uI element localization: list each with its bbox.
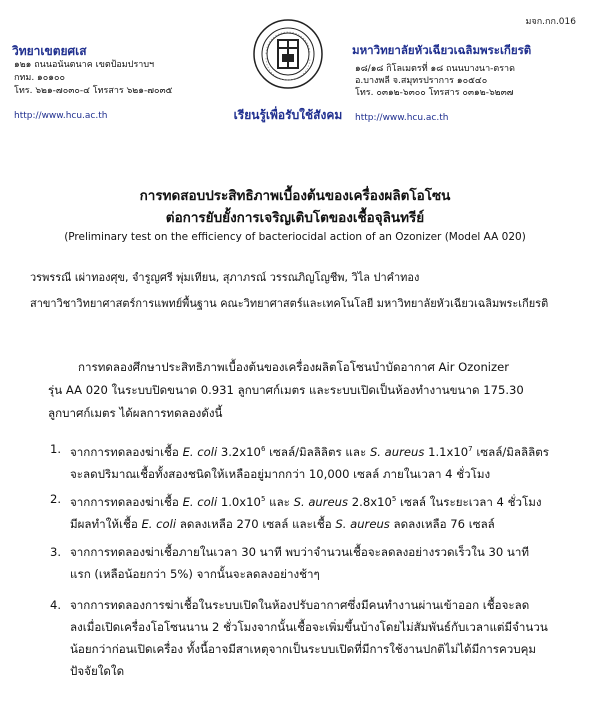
- item-text: 2.8x10: [348, 494, 392, 509]
- left-campus-name: วิทยาเขตยศเส: [12, 44, 87, 58]
- item-text: ลงเมื่อเปิดเครื่องโอโซนนาน 2 ชั่วโมงจากนั้นเชื้อจะเพิ่มขึ้นบ้างโดยไม่สัมพันธ์กับเวลาแต่มีจำนวน: [70, 620, 548, 634]
- organism-name: S. aureus: [335, 516, 390, 531]
- organism-name: S. aureus: [293, 494, 349, 509]
- exponent: 5: [260, 495, 266, 503]
- authors: วรพรรณี เผ่าทองศุข, จำรูญศรี พุ่มเทียน, สุภาภรณ์ วรรณภิญโญชีพ, วิไล ปาคำทอง: [30, 271, 420, 284]
- left-phone: โทร. ๖๒๑-๗๐๓๐-๔ โทรสาร ๖๒๑-๗๐๓๕: [14, 86, 173, 96]
- item-text: จากการทดลองฆ่าเชื้อภายในเวลา 30 นาที พบว่าจำนวนเชื้อจะลดลงอย่างรวดเร็วใน 30 นาที: [70, 545, 529, 559]
- result-item-3: [50, 541, 570, 585]
- item-text: จะลดปริมาณเชื้อทั้งสองชนิดให้เหลืออยู่มากกว่า 10,000 เซลล์ ภายในเวลา 4 ชั่วโมง: [70, 466, 491, 481]
- intro-line-2: รุ่น AA 020 ในระบบปิดขนาด 0.931 ลูกบาศก์เมตร และระบบเปิดเป็นห้องทำงานขนาด 175.30: [48, 383, 524, 397]
- right-address-line1: ๑๘/๑๘ กิโลเมตรที่ ๑๘ ถนนบางนา-ตราด: [355, 64, 515, 74]
- item-number: 4.: [50, 598, 62, 612]
- result-item-2: [50, 488, 570, 535]
- item-text: จากการทดลองฆ่าเชื้อ: [70, 494, 183, 509]
- organism-name: E. coli: [182, 444, 218, 459]
- item-text: 1.1x10: [424, 444, 469, 459]
- item-text: ลดลงเหลือ 76 เซลล์: [389, 516, 495, 531]
- right-phone: โทร. ๐๓๑๒-๖๓๐๐ โทรสาร ๐๓๑๒-๖๒๓๗: [355, 88, 514, 98]
- item-text: แรก (เหลือน้อยกว่า 5%) จากนั้นจะลดลงอย่างช้าๆ: [70, 567, 320, 581]
- item-text: และ: [265, 494, 294, 509]
- exponent: 7: [468, 445, 473, 453]
- item-number: 2.: [50, 492, 62, 506]
- item-number: 1.: [50, 442, 62, 456]
- subtitle-english: (Preliminary test on the efficiency of bacteriocidal action of an Ozonizer (Model AA 020): [64, 231, 526, 243]
- organism-name: E. coli: [182, 494, 218, 509]
- university-seal-logo: [252, 18, 324, 90]
- item-text: เซลล์ ในระยะเวลา 4 ชั่วโมง: [396, 494, 542, 509]
- right-address-line2: อ.บางพลี จ.สมุทรปราการ ๑๐๕๔๐: [355, 76, 488, 86]
- item-text: 3.2x10: [217, 444, 261, 459]
- intro-paragraph: [48, 356, 570, 425]
- intro-line-1: การทดลองศึกษาประสิทธิภาพเบื้องต้นของเครื่องผลิตโอโซนบำบัดอากาศ Air Ozonizer: [78, 360, 510, 374]
- item-text: จากการทดลองการฆ่าเชื้อในระบบเปิดในห้องปรับอากาศซึ่งมีคนทำงานผ่านเข้าออก เชื้อจะลด: [70, 598, 530, 612]
- item-number: 3.: [50, 545, 62, 559]
- item-text: มีผลทำให้เชื้อ: [70, 516, 142, 531]
- organism-name: S. aureus: [369, 444, 425, 459]
- result-item-4: [50, 594, 570, 682]
- item-text: เซลล์/มิลลิลิตร: [472, 444, 549, 459]
- left-url[interactable]: http://www.hcu.ac.th: [14, 111, 108, 121]
- form-code: มจก.กก.016: [525, 17, 576, 27]
- item-text: จากการทดลองฆ่าเชื้อ: [70, 444, 183, 459]
- left-address-line2: กทม. ๑๐๑๐๐: [14, 73, 65, 83]
- item-text: ปัจจัยใดใด: [70, 664, 125, 678]
- right-url[interactable]: http://www.hcu.ac.th: [355, 113, 449, 123]
- item-text: ลดลงเหลือ 270 เซลล์ และเชื้อ: [176, 516, 336, 531]
- left-address-line1: ๑๒๑ ถนนอนันตนาค เขตป้อมปราบฯ: [14, 60, 155, 70]
- item-text: เซลล์/มิลลิลิตร และ: [265, 444, 370, 459]
- title-line-2: ต่อการยับยั้งการเจริญเติบโตของเชื้อจุลินทรีย์: [165, 210, 425, 226]
- university-motto: เรียนรู้เพื่อรับใช้สังคม: [233, 108, 343, 122]
- right-university-name: มหาวิทยาลัยหัวเฉียวเฉลิมพระเกียรติ: [352, 43, 532, 57]
- exponent: 6: [260, 445, 266, 453]
- intro-line-3: ลูกบาศก์เมตร ได้ผลการทดลองดังนี้: [48, 406, 223, 420]
- result-item-1: [50, 438, 570, 485]
- organism-name: E. coli: [141, 516, 177, 531]
- title-line-1: การทดสอบประสิทธิภาพเบื้องต้นของเครื่องผลิตโอโซน: [139, 188, 451, 204]
- exponent: 5: [391, 495, 397, 503]
- affiliation: สาขาวิชาวิทยาศาสตร์การแพทย์พื้นฐาน คณะวิทยาศาสตร์และเทคโนโลยี มหาวิทยาลัยหัวเฉียวเฉลิมพระเกียรติ: [30, 297, 549, 310]
- item-text: 1.0x10: [217, 494, 261, 509]
- item-text: น้อยกว่าก่อนเปิดเครื่อง ทั้งนี้อาจมีสาเหตุจากเป็นระบบเปิดที่มีการใช้งานปกติไม่ได้มีการควบคุม: [70, 642, 537, 656]
